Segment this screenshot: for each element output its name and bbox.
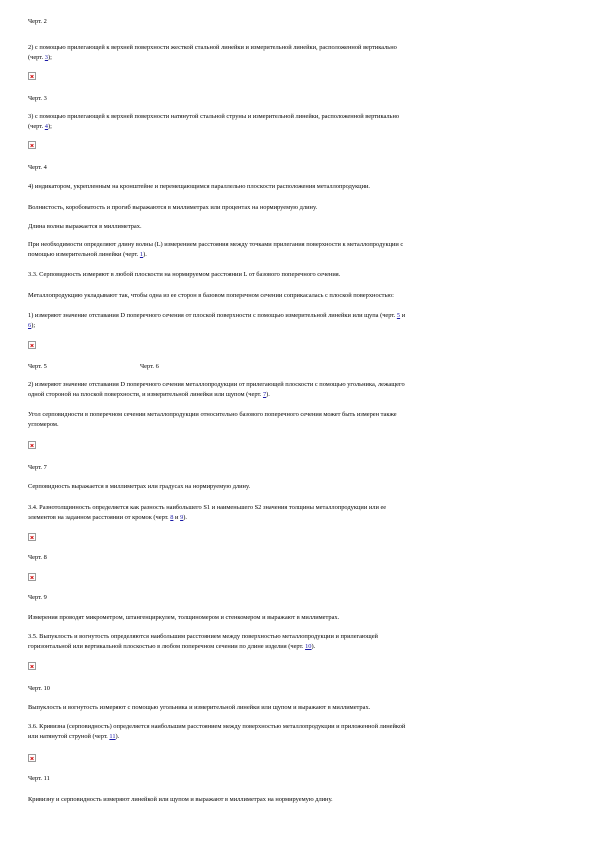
paragraph-text: (черт. <box>28 54 45 61</box>
paragraph-text: 3.6. Кривизна (серповидность) определяется наибольшим расстоянием между поверхностью металлопродукции и приложенной линейкой <box>28 723 406 730</box>
paragraph-curvature-measure: Кривизну и серповидность измеряют линейкой или щупом и выражают в миллиметрах на нормируемую длину. <box>28 796 333 803</box>
paragraph-method-3 <box>28 112 568 132</box>
figure-link[interactable]: 5 <box>396 312 401 319</box>
paragraph-text: 2) с помощью прилегающей к верхней поверхности жесткой стальной линейки и измерительной линейки, расположенной вертикально <box>28 44 397 51</box>
paragraph-text: Угол серповидности в поперечном сечении металлопродукции относительно базового поперечного сечения может быть измерен также <box>28 411 397 418</box>
caption-chert-7: Черт. 7 <box>28 464 47 471</box>
paragraph-section-3-5 <box>28 632 568 652</box>
paragraph-text: ). <box>266 391 270 398</box>
paragraph-text: ); <box>48 123 52 130</box>
paragraph-angle <box>28 410 568 430</box>
figure-link[interactable]: 1 <box>139 251 144 258</box>
paragraph-text: элементов на заданном расстоянии от кромок (черт. <box>28 514 171 521</box>
broken-image-icon <box>28 141 36 149</box>
paragraph-wave-measure <box>28 240 568 260</box>
paragraph-method-2 <box>28 43 568 63</box>
paragraph-units: Волнистость, коробоватость и прогиб выражаются в миллиметрах или процентах на нормируемую длину. <box>28 204 318 211</box>
paragraph-method-s2 <box>28 380 568 400</box>
paragraph-convexity-measure: Выпуклость и вогнутость измеряют с помощью угольника и измерительной линейки или щупом и выражают в миллиметрах. <box>28 704 371 711</box>
caption-chert-5: Черт. 5 <box>28 363 47 370</box>
paragraph-text: ). <box>311 643 316 650</box>
caption-chert-3: Черт. 3 <box>28 95 47 102</box>
paragraph-text: горизонтальной или вертикальной плоскостью в любом поперечном сечении по длине изделия (черт. <box>28 643 306 650</box>
figure-link[interactable]: 9 <box>180 514 184 521</box>
paragraph-text: При необходимости определяют длину волны (L) измерением расстояния между точками прилегания поверхности к металлопродукции с <box>28 241 404 248</box>
broken-image-icon <box>28 662 36 670</box>
caption-chert-10: Черт. 10 <box>28 685 50 692</box>
paragraph-text: угломером. <box>28 421 59 428</box>
paragraph-camber-units: Серповидность выражается в миллиметрах или градусах на нормируемую длину. <box>28 483 251 490</box>
caption-chert-2: Черт. 2 <box>28 18 47 25</box>
broken-image-icon <box>28 72 36 80</box>
broken-image-icon <box>28 533 36 541</box>
paragraph-text: ). <box>143 251 147 258</box>
paragraph-method-s1 <box>28 311 568 331</box>
paragraph-text: и <box>173 514 181 521</box>
broken-image-icon <box>28 441 36 449</box>
paragraph-text: (черт. <box>28 123 45 130</box>
figure-link[interactable]: 3 <box>44 54 48 61</box>
paragraph-text: 3.5. Выпуклость и вогнутость определяются наибольшим расстоянием между поверхностью металлопродукции и прилегающей <box>28 633 378 640</box>
paragraph-text: 2) измеряют значение отставания D поперечного сечения металлопродукции от прилегающей плоскости с помощью угольника, лежащего <box>28 381 405 388</box>
paragraph-text: ). <box>115 733 120 740</box>
paragraph-section-3-3: 3.3. Серповидность измеряют в любой плоскости на нормируемом расстоянии L от базового поперечного сечения. <box>28 271 341 278</box>
figure-link[interactable]: 10 <box>305 643 312 650</box>
figure-link[interactable]: 6 <box>28 322 32 329</box>
caption-chert-4: Черт. 4 <box>28 164 47 171</box>
paragraph-text: 3.4. Разнотолщинность определяется как разность наибольшего S1 и наименьшего S2 значения толщины металлопродукции или ее <box>28 504 387 511</box>
figure-link[interactable]: 7 <box>262 391 267 398</box>
paragraph-section-3-4 <box>28 503 568 523</box>
paragraph-thickness-tools: Измерения проводят микрометром, штангенциркулем, толщиномером и стенкомером и выражают в миллиметрах. <box>28 614 340 621</box>
caption-chert-8: Черт. 8 <box>28 554 47 561</box>
figure-link[interactable]: 8 <box>170 514 174 521</box>
caption-chert-6: Черт. 6 <box>140 363 159 370</box>
caption-chert-11: Черт. 11 <box>28 775 50 782</box>
paragraph-text: одной стороной на плоской поверхности, и измерительной линейки или щупом (черт. <box>28 391 263 398</box>
paragraph-method-4: 4) индикатором, укрепленным на кронштейне и перемещающимся параллельно плоскости расположения металлопродукции. <box>28 183 371 190</box>
paragraph-text: ). <box>183 514 187 521</box>
paragraph-text: ); <box>31 322 36 329</box>
broken-image-icon <box>28 573 36 581</box>
broken-image-icon <box>28 754 36 762</box>
paragraph-placement: Металлопродукцию укладывают так, чтобы одна из ее сторон в базовом поперечном сечении соприкасалась с плоской поверхностью: <box>28 292 394 299</box>
paragraph-text: 1) измеряют значение отставания D поперечного сечения от плоской поверхности с помощью измерительной линейки или щупа (черт. <box>28 312 397 319</box>
figure-link[interactable]: 11 <box>109 733 116 740</box>
paragraph-text: ); <box>48 54 52 61</box>
paragraph-wave-length: Длина волны выражается в миллиметрах. <box>28 223 142 230</box>
paragraph-section-3-6 <box>28 722 568 742</box>
paragraph-text: или натянутой струной (черт. <box>28 733 110 740</box>
paragraph-text: 3) с помощью прилегающей к верхней поверхности натянутой стальной струны и измерительной линейки, расположенной вертикально <box>28 113 400 120</box>
caption-chert-9: Черт. 9 <box>28 594 47 601</box>
figure-link[interactable]: 4 <box>44 123 48 130</box>
broken-image-icon <box>28 341 36 349</box>
paragraph-text: и <box>400 312 406 319</box>
paragraph-text: помощью измерительной линейки (черт. <box>28 251 140 258</box>
